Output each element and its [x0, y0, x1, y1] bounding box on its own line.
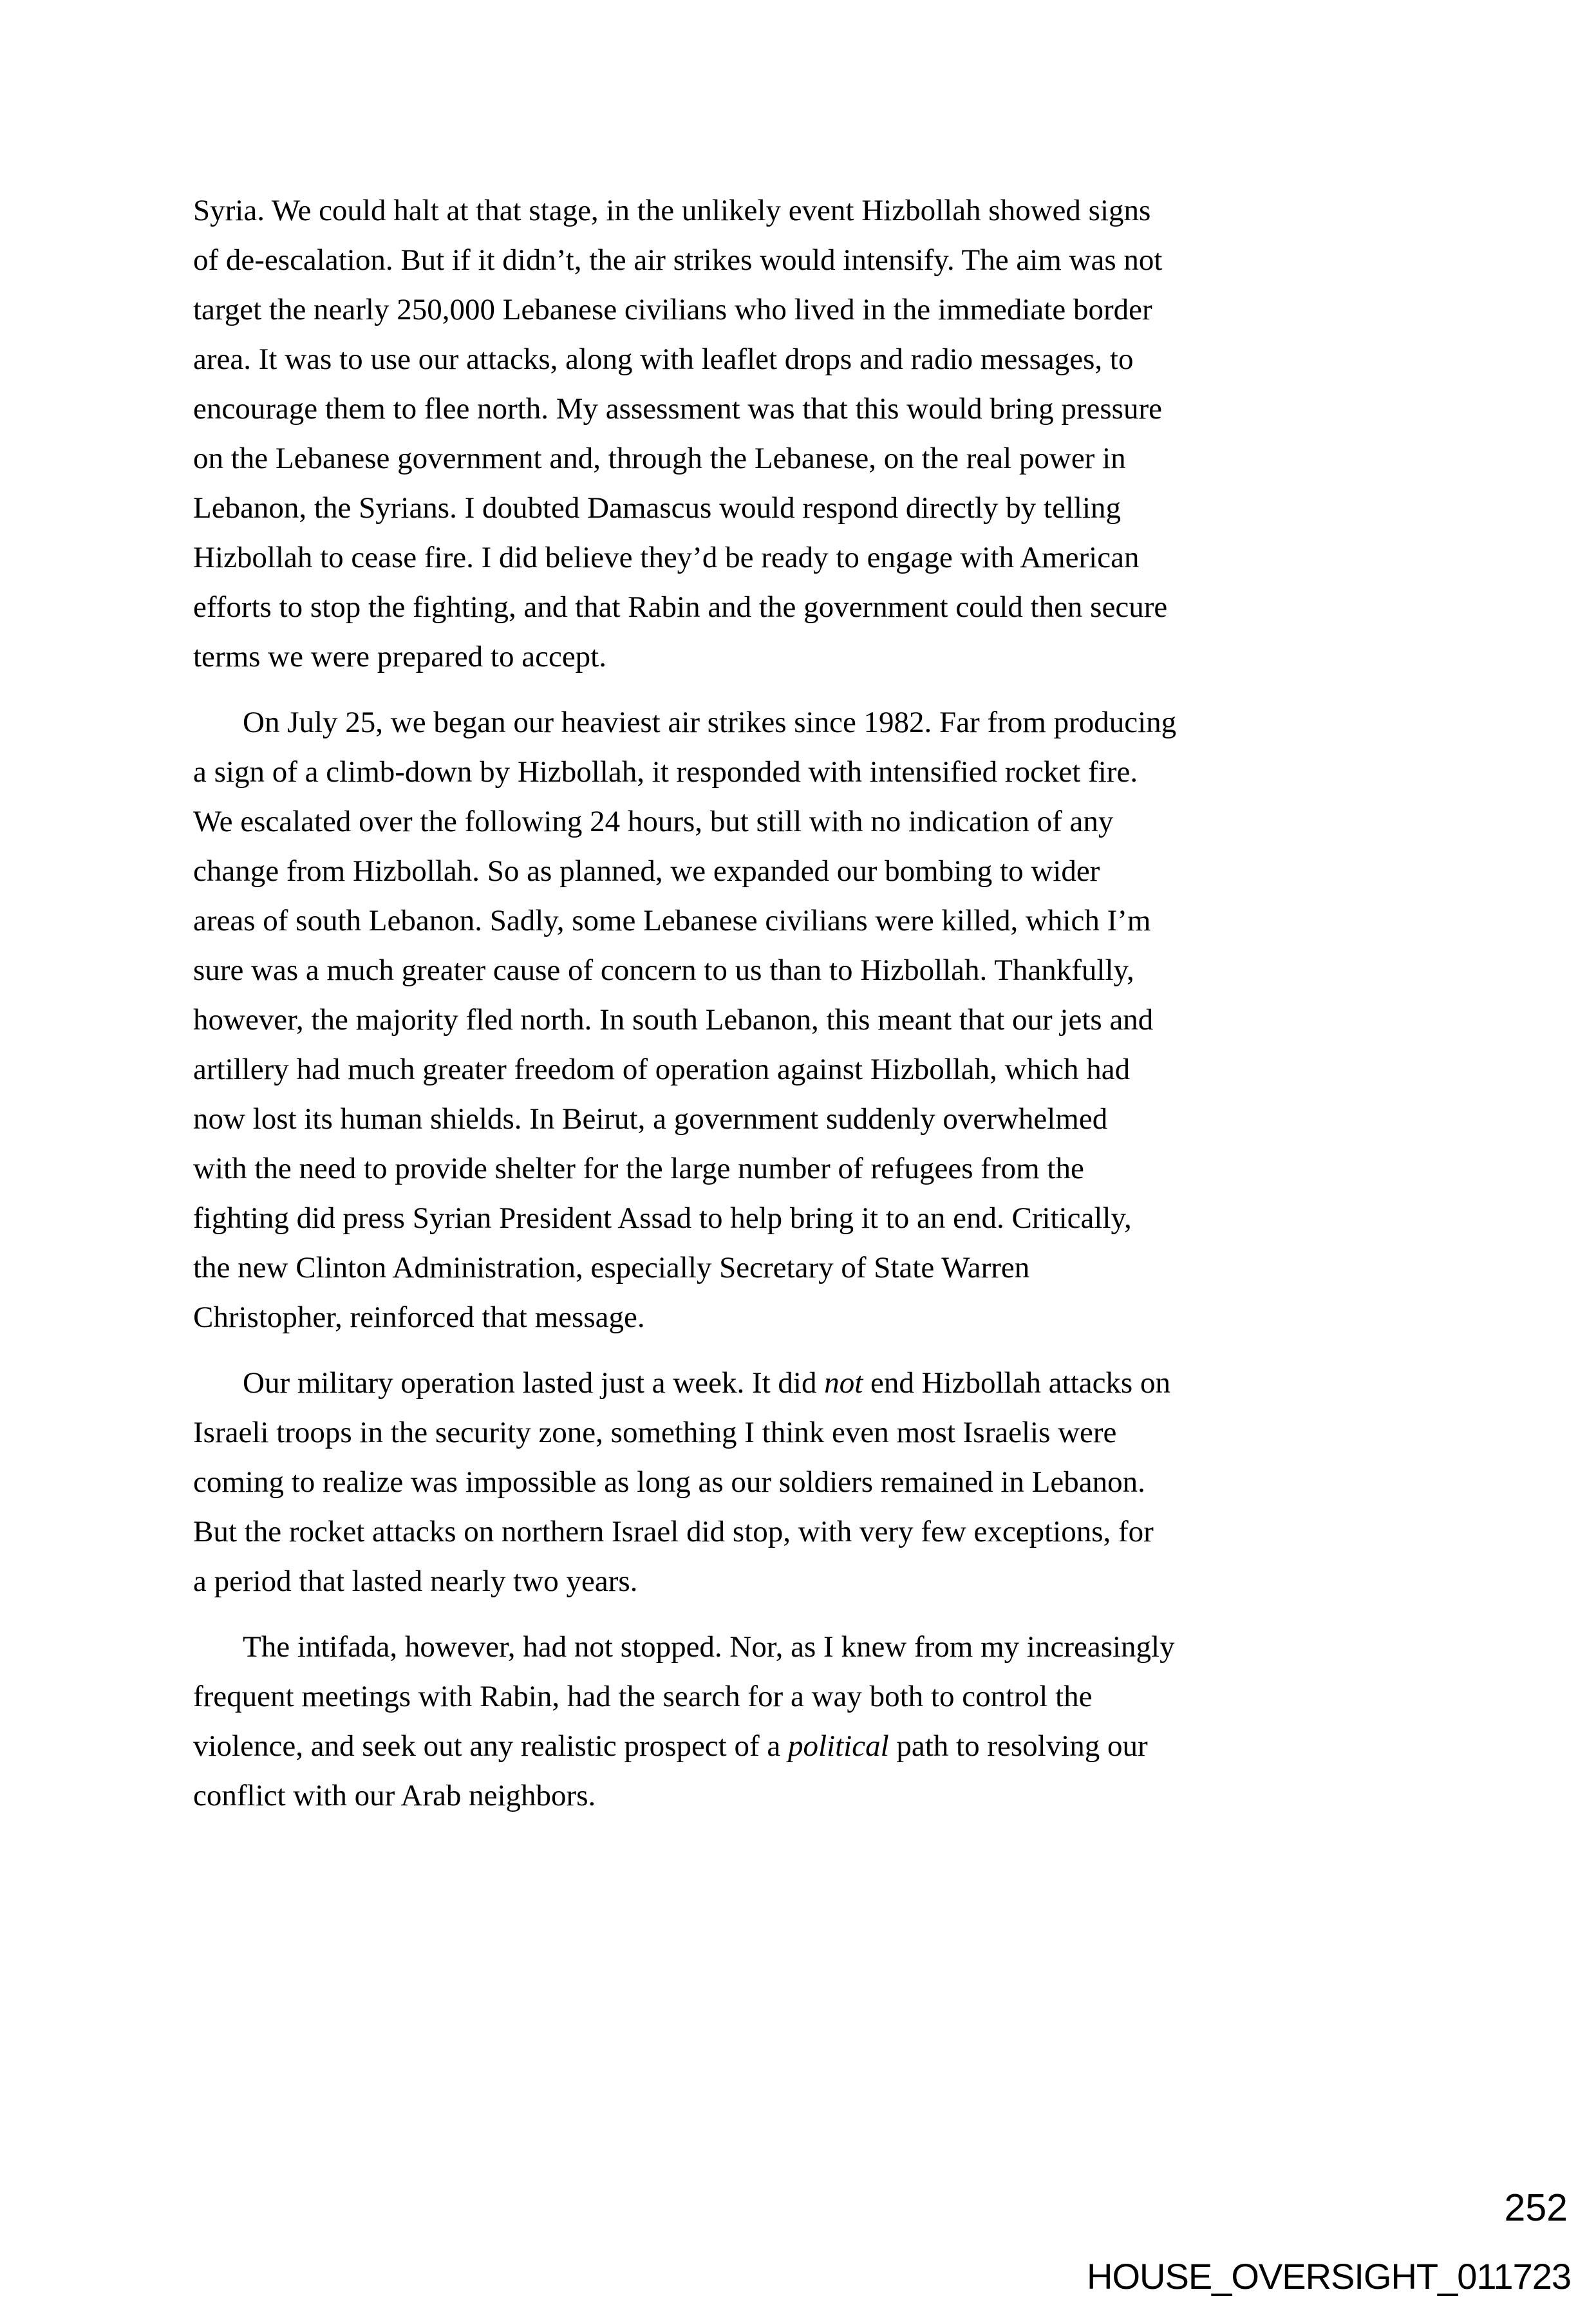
text-line: [193, 747, 1416, 797]
text-run: area. It was to use our attacks, along with leaflet drops and radio messages, to: [193, 343, 1134, 376]
text-line: [193, 1144, 1416, 1194]
text-run: efforts to stop the fighting, and that Rabin and the government could then secure: [193, 590, 1168, 624]
text-run: artillery had much greater freedom of operation against Hizbollah, which had: [193, 1053, 1131, 1086]
bates-stamp: HOUSE_OVERSIGHT_011723: [1087, 2256, 1571, 2297]
text-run: a sign of a climb-down by Hizbollah, it responded with intensified rocket fire.: [193, 755, 1138, 789]
text-run: frequent meetings with Rabin, had the search for a way both to control the: [193, 1680, 1093, 1713]
text-line: [193, 1672, 1416, 1722]
text-line: [193, 1045, 1416, 1095]
italic-text: not: [824, 1366, 863, 1400]
text-line: [193, 236, 1416, 285]
text-run: end Hizbollah attacks on: [863, 1366, 1170, 1400]
text-run: fighting did press Syrian President Assad to help bring it to an end. Critically,: [193, 1201, 1132, 1235]
text-run: on the Lebanese government and, through the Lebanese, on the real power in: [193, 442, 1126, 475]
text-line: [193, 1243, 1416, 1293]
text-run: however, the majority fled north. In south Lebanon, this meant that our jets and: [193, 1003, 1154, 1037]
paragraph: [193, 1358, 1416, 1606]
text-line: [193, 484, 1416, 533]
text-line: [193, 583, 1416, 632]
text-line: [193, 1622, 1416, 1672]
text-run: encourage them to flee north. My assessment was that this would bring pressure: [193, 392, 1162, 426]
body-text: [193, 186, 1416, 1821]
text-line: [193, 1458, 1416, 1507]
text-line: [193, 946, 1416, 995]
text-run: a period that lasted nearly two years.: [193, 1565, 638, 1598]
text-run: terms we were prepared to accept.: [193, 640, 606, 673]
text-line: [193, 1771, 1416, 1821]
text-line: [193, 797, 1416, 847]
paragraph: [193, 1622, 1416, 1821]
text-run: We escalated over the following 24 hours, but still with no indication of any: [193, 805, 1114, 838]
text-line: [193, 285, 1416, 335]
text-line: [193, 1095, 1416, 1144]
text-line: [193, 533, 1416, 583]
text-run: Israeli troops in the security zone, something I think even most Israelis were: [193, 1416, 1117, 1449]
text-line: [193, 995, 1416, 1045]
text-run: violence, and seek out any realistic prospect of a: [193, 1729, 788, 1763]
text-run: coming to realize was impossible as long as our soldiers remained in Lebanon.: [193, 1465, 1145, 1499]
text-line: [193, 434, 1416, 484]
text-line: [193, 1293, 1416, 1342]
text-run: of de-escalation. But if it didn’t, the air strikes would intensify. The aim was not: [193, 243, 1163, 277]
text-line: [193, 1408, 1416, 1458]
text-run: with the need to provide shelter for the large number of refugees from the: [193, 1152, 1084, 1185]
text-line: [193, 698, 1416, 747]
text-run: conflict with our Arab neighbors.: [193, 1779, 596, 1812]
text-line: [193, 1507, 1416, 1557]
text-line: [193, 1557, 1416, 1606]
paragraph: [193, 186, 1416, 682]
text-run: change from Hizbollah. So as planned, we expanded our bombing to wider: [193, 854, 1100, 888]
text-run: sure was a much greater cause of concern to us than to Hizbollah. Thankfully,: [193, 954, 1134, 987]
paragraph: [193, 698, 1416, 1342]
text-run: Our military operation lasted just a week. It did: [243, 1366, 825, 1400]
text-run: Syria. We could halt at that stage, in the unlikely event Hizbollah showed signs: [193, 194, 1151, 227]
text-line: [193, 847, 1416, 896]
text-run: now lost its human shields. In Beirut, a government suddenly overwhelmed: [193, 1102, 1108, 1136]
text-run: Lebanon, the Syrians. I doubted Damascus would respond directly by telling: [193, 491, 1122, 525]
text-run: But the rocket attacks on northern Israel did stop, with very few exceptions, for: [193, 1515, 1154, 1548]
text-run: the new Clinton Administration, especially Secretary of State Warren: [193, 1251, 1030, 1284]
page-number: 252: [1504, 2186, 1568, 2229]
italic-text: political: [787, 1729, 889, 1763]
text-run: The intifada, however, had not stopped. Nor, as I knew from my increasingly: [243, 1630, 1175, 1664]
text-run: On July 25, we began our heaviest air strikes since 1982. Far from producing: [243, 706, 1177, 739]
text-line: [193, 632, 1416, 682]
text-run: target the nearly 250,000 Lebanese civilians who lived in the immediate border: [193, 293, 1152, 326]
text-line: [193, 1358, 1416, 1408]
text-run: Christopher, reinforced that message.: [193, 1301, 645, 1334]
text-run: areas of south Lebanon. Sadly, some Lebanese civilians were killed, which I’m: [193, 904, 1151, 937]
text-run: Hizbollah to cease fire. I did believe they’d be ready to engage with American: [193, 541, 1140, 574]
text-line: [193, 1722, 1416, 1771]
text-line: [193, 384, 1416, 434]
text-line: [193, 1194, 1416, 1243]
text-run: path to resolving our: [888, 1729, 1148, 1763]
text-line: [193, 896, 1416, 946]
text-line: [193, 186, 1416, 236]
text-line: [193, 335, 1416, 384]
